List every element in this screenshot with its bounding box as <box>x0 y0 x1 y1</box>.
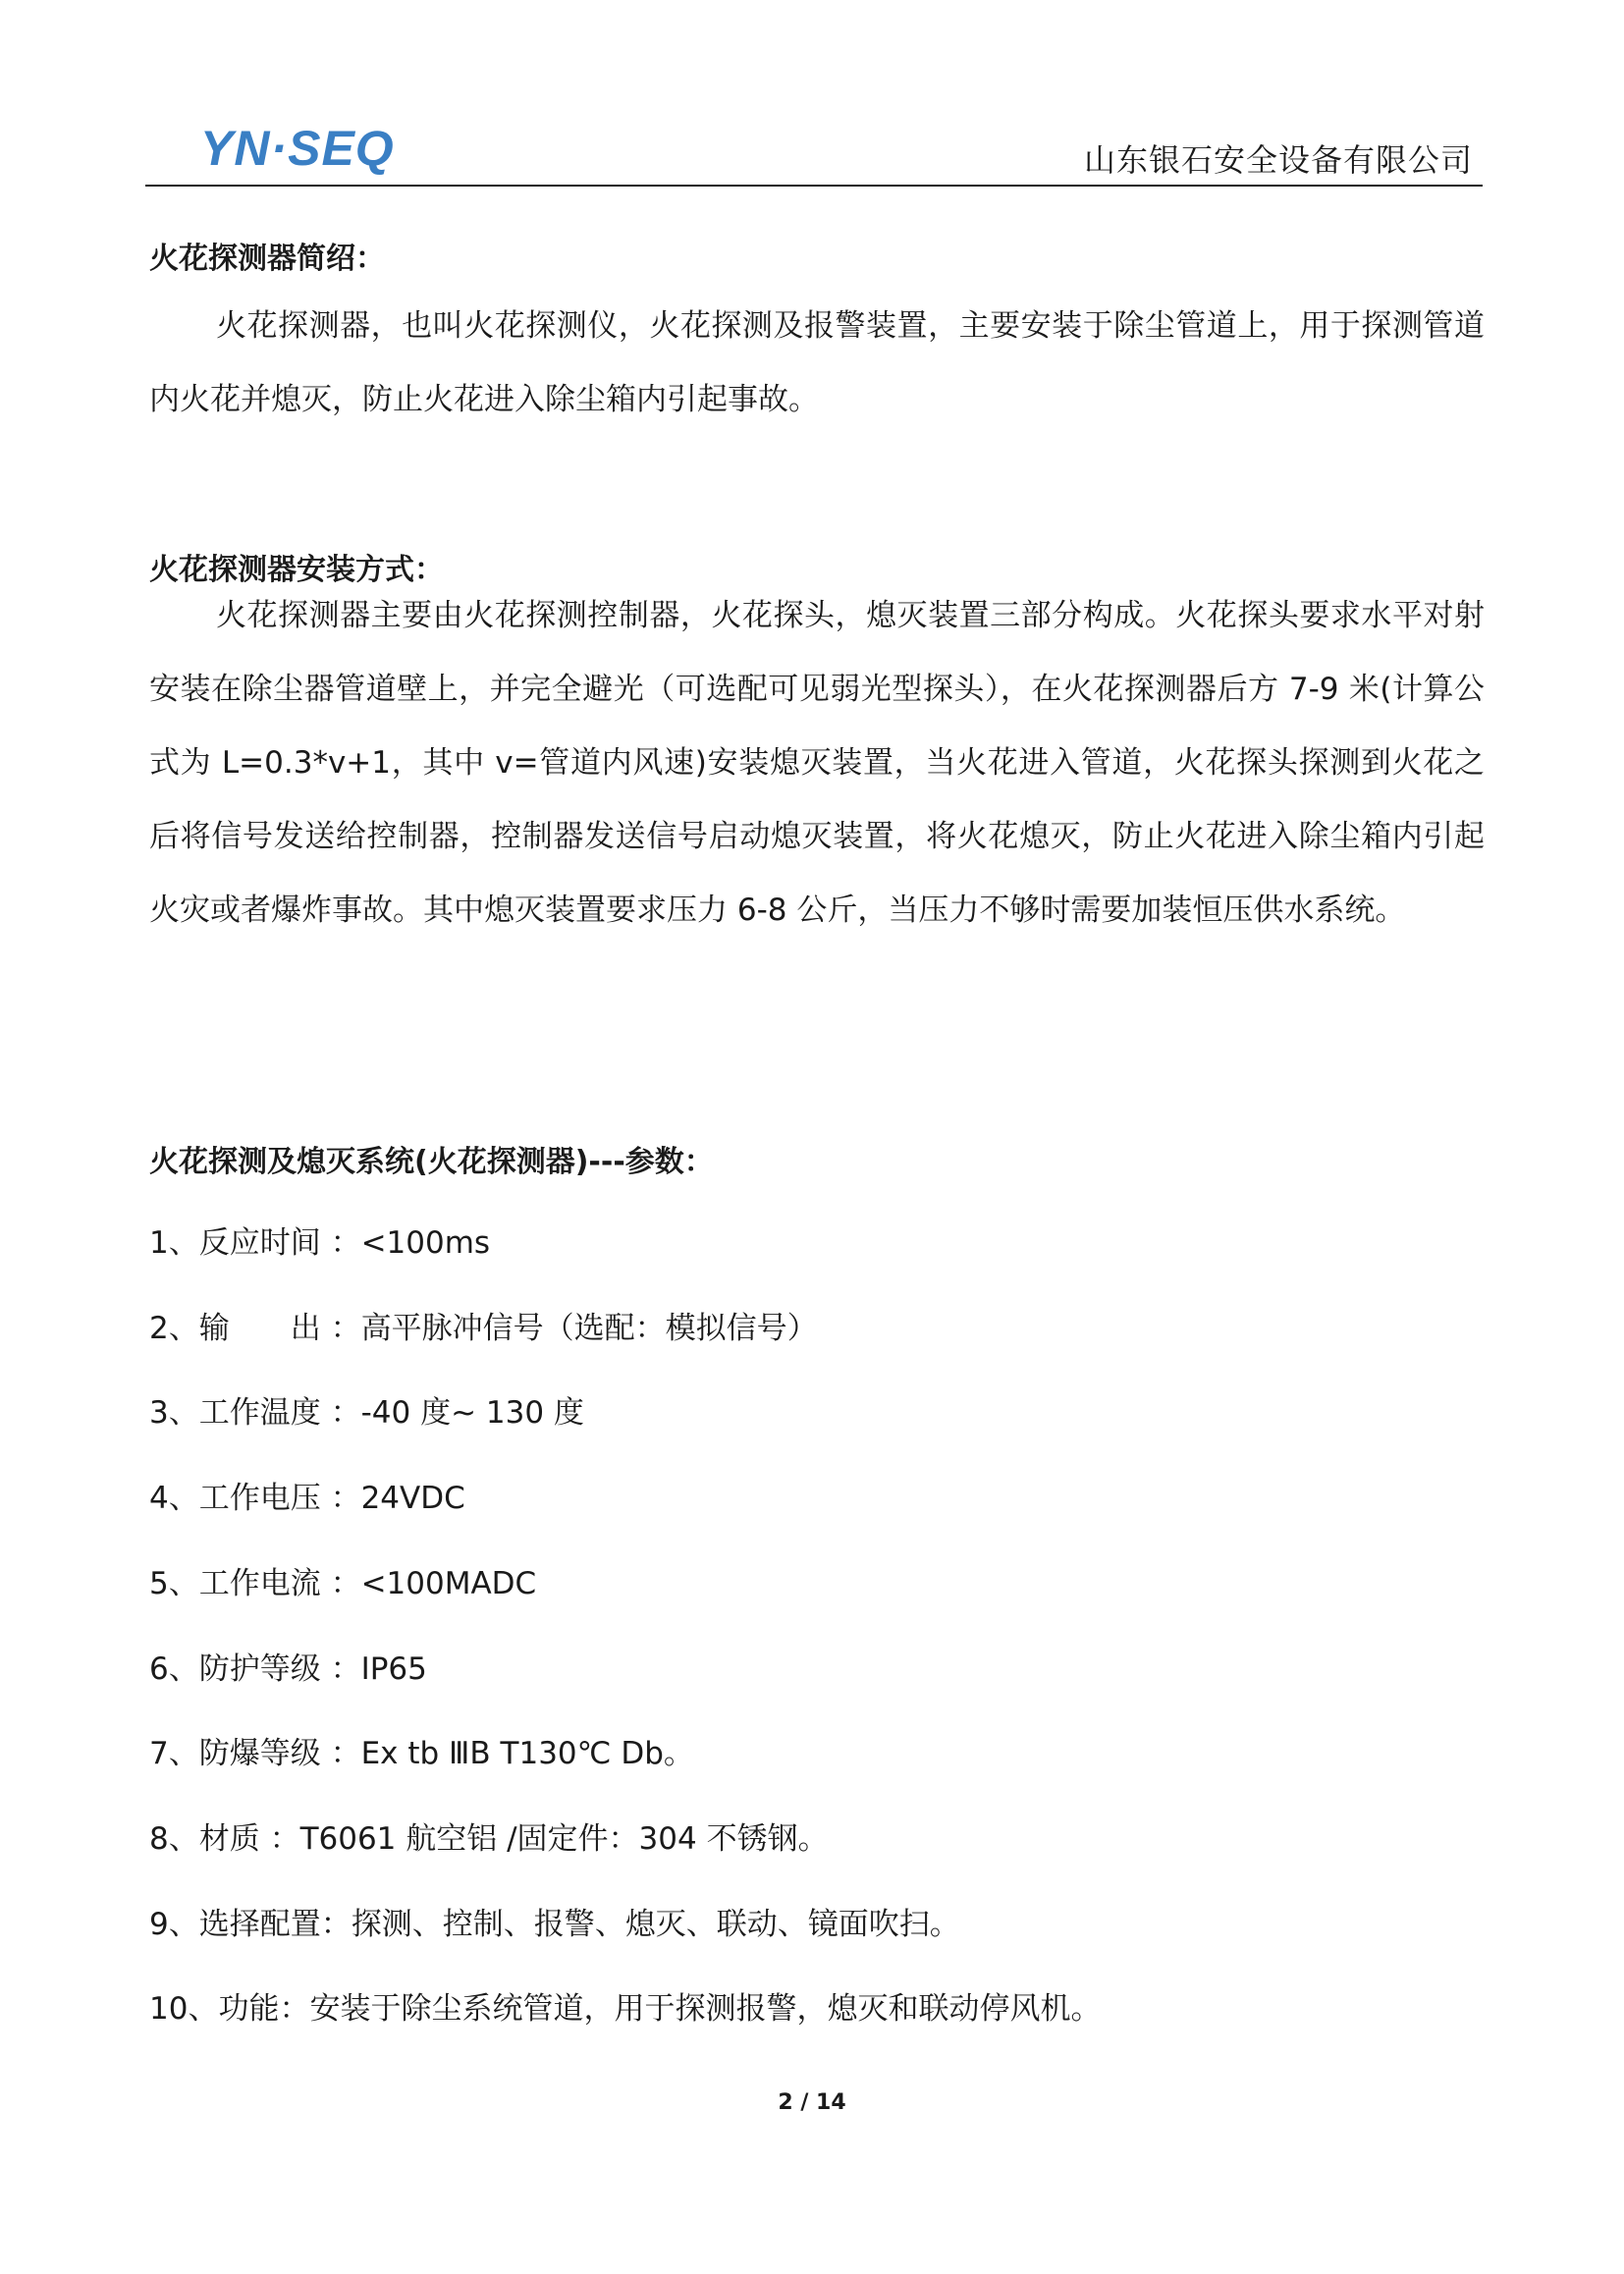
company-name: 山东银石安全设备有限公司 <box>1083 141 1473 179</box>
param-item: 9、选择配置：探测、控制、报警、熄灭、联动、镜面吹扫。 <box>149 1907 960 1942</box>
param-item: 10、功能：安装于除尘系统管道，用于探测报警，熄灭和联动停风机。 <box>149 1991 1102 2027</box>
page-number: 2 / 14 <box>778 2090 846 2115</box>
param-item: 2、输 出 ：高平脉冲信号（选配：模拟信号） <box>149 1311 818 1346</box>
logo-text: YN·SEQ <box>200 121 395 176</box>
param-item: 8、材质 ：T6061 航空铝 /固定件：304 不锈钢。 <box>149 1821 829 1857</box>
param-item: 7、防爆等级 ：Ex tb ⅢB T130℃ Db。 <box>149 1736 694 1771</box>
param-item: 3、工作温度 ：-40 度~ 130 度 <box>149 1395 584 1431</box>
param-item: 4、工作电压 ：24VDC <box>149 1481 465 1516</box>
section-heading-intro: 火花探测器简绍： <box>149 242 385 276</box>
section-heading-params: 火花探测及熄灭系统(火花探测器)---参数： <box>149 1145 714 1179</box>
param-item: 1、反应时间 ：<100ms <box>149 1225 491 1261</box>
install-paragraph: 火花探测器主要由火花探测控制器，火花探头，熄灭装置三部分构成。火花探头要求水平对射安装在除尘器管道壁上，并完全避光（可选配可见弱光型探头），在火花探测器后方 7-9 米(计算公式为 L=0.3*v+1，其中 v=管道内风速)安装熄灭装置，当火花进入管道，火花探头探测到火花之后将信号发送给控制器，控制器发送信号启动熄灭装置，将火花熄灭，防止火花进入除尘箱内引起火灾或者爆炸事故。其中熄灭装置要求压力 6-8 公斤，当压力不够时需要加装恒压供水系统。 <box>149 598 1485 928</box>
page-header <box>145 106 1483 187</box>
company-logo <box>196 116 422 177</box>
param-item: 6、防护等级 ：IP65 <box>149 1651 427 1687</box>
intro-paragraph: 火花探测器，也叫火花探测仪，火花探测及报警装置，主要安装于除尘管道上，用于探测管道内火花并熄灭，防止火花进入除尘箱内引起事故。 <box>149 308 1485 417</box>
section-heading-install: 火花探测器安装方式： <box>149 553 444 587</box>
param-item: 5、工作电流 ：<100MADC <box>149 1566 537 1601</box>
